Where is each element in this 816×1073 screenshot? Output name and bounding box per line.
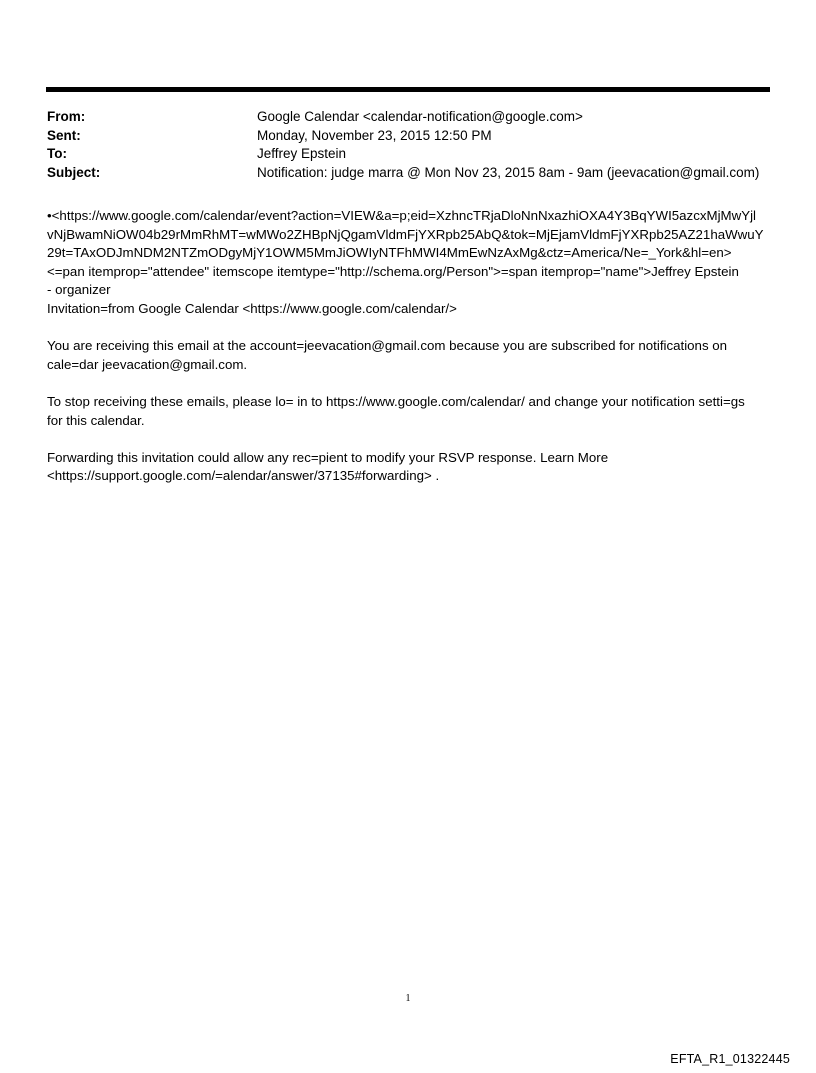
sent-value: Monday, November 23, 2015 12:50 PM [257, 127, 492, 143]
to-value: Jeffrey Epstein [257, 146, 347, 161]
to-label: To: [47, 146, 67, 161]
event-link-line[interactable]: vNjBwamNiOW04b29rMmRhMT=wMWo2ZHBpNjQgamVldmFjYXRpb25AbQ&tok=MjEjamVldmFjYXRpb25AZ21haWwuY [47, 226, 764, 242]
email-body [47, 207, 772, 486]
email-header [47, 108, 772, 182]
sent-row [47, 127, 772, 146]
forwarding-paragraph [47, 449, 772, 486]
stop-line: for this calendar. [47, 412, 145, 428]
from-row [47, 108, 772, 127]
paragraph-gap [47, 319, 772, 338]
receiving-line: You are receiving this email at the account=jeevacation@gmail.com because you are subscribed for notifications on [47, 338, 728, 354]
paragraph-gap [47, 430, 772, 449]
subject-row [47, 164, 772, 183]
event-link-line[interactable]: 29t=TAxODJmNDM2NTZmODgyMjY1OWM5MmJiOWIyNTFhMWI4MmEwNzAxMg&ctz=America/Ne=_York&hl=en> [47, 245, 732, 261]
header-divider [46, 87, 770, 92]
organizer-line: - organizer [47, 282, 111, 298]
forwarding-link-line[interactable]: <https://support.google.com/=alendar/answer/37135#forwarding> . [47, 468, 440, 484]
event-link-paragraph [47, 207, 772, 319]
forwarding-line: Forwarding this invitation could allow any rec=pient to modify your RSVP response. Learn More [47, 449, 609, 465]
invitation-line[interactable]: Invitation=from Google Calendar <https://www.google.com/calendar/> [47, 300, 457, 316]
paragraph-gap [47, 374, 772, 393]
subject-value: Notification: judge marra @ Mon Nov 23, 2015 8am - 9am (jeevacation@gmail.com) [257, 164, 760, 180]
stop-line: To stop receiving these emails, please lo= in to https://www.google.com/calendar/ and change your notification setti=gs [47, 393, 745, 409]
receiving-line: cale=dar jeevacation@gmail.com. [47, 356, 248, 372]
page-number: 1 [405, 993, 411, 1004]
subject-label: Subject: [47, 164, 101, 180]
attendee-line: <=pan itemprop="attendee" itemscope itemtype="http://schema.org/Person">=span itemprop="name">Jeffrey Epstein [47, 263, 739, 279]
from-value: Google Calendar <calendar-notification@google.com> [257, 109, 583, 124]
sent-label: Sent: [47, 127, 81, 143]
document-id: EFTA_R1_01322445 [670, 1052, 790, 1066]
stop-paragraph [47, 393, 772, 430]
from-label: From: [47, 109, 86, 124]
receiving-paragraph [47, 337, 772, 374]
to-row [47, 145, 772, 164]
event-link-line[interactable]: •<https://www.google.com/calendar/event?action=VIEW&a=p;eid=XzhncTRjaDloNnNxazhiOXA4Y3BqYWI5azcxMjMwYjl [47, 208, 756, 223]
